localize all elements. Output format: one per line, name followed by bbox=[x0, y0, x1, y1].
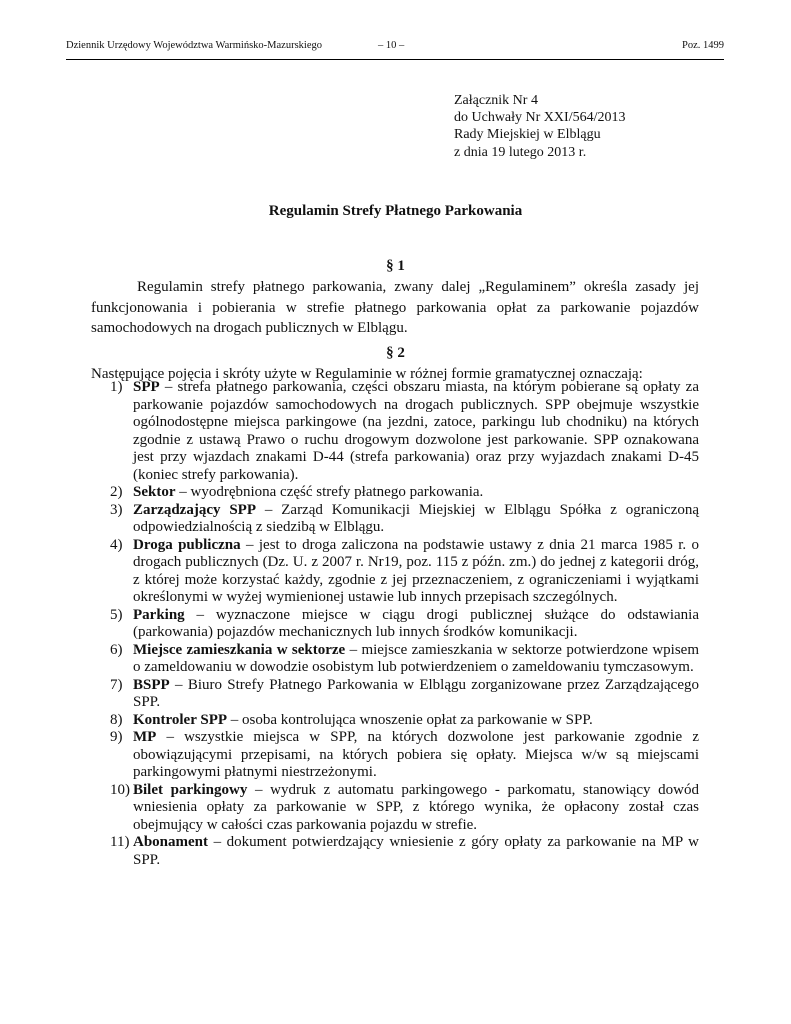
item-term: Parking bbox=[133, 606, 185, 623]
item-term: Miejsce zamieszkania w sektorze bbox=[133, 641, 346, 658]
attachment-line: Rady Miejskiej w Elblągu bbox=[454, 127, 601, 143]
item-term: SPP bbox=[133, 379, 160, 395]
item-number: 5) bbox=[110, 606, 123, 623]
item-definition: – strefa płatnego parkowania, części obszaru miasta, na którym pobierane są opłaty za parkowanie pojazdów samochodowych na drogach publicznych. SPP obejmuje wszystkie ogólnodostępne miejsca parkingowe (na jezdni, zatoce, parkingu lub chodniku) na których zgodnie z ustawą Prawo o ruchu drogowym dozwolone jest parkowanie. SPP oznakowana jest przy wjazdach znakami D-44 (strefa parkowania) oraz przy wyjazdach znakami D-45 (koniec strefy parkowania). bbox=[133, 379, 699, 483]
item-definition: – miejsce zamieszkania w sektorze potwierdzone wpisem o zameldowaniu w dowodzie osobistym lub potwierdzeniem o zameldowaniu tymczasowym. bbox=[133, 641, 699, 675]
list-item bbox=[91, 537, 699, 607]
item-number: 4) bbox=[110, 536, 123, 553]
list-item bbox=[91, 484, 699, 502]
item-term: BSPP bbox=[133, 676, 170, 693]
item-number: 11) bbox=[110, 834, 130, 850]
attachment-line: z dnia 19 lutego 2013 r. bbox=[454, 144, 587, 160]
list-item bbox=[91, 782, 699, 835]
item-term: Sektor bbox=[133, 484, 176, 500]
document-title: Regulamin Strefy Płatnego Parkowania bbox=[268, 203, 523, 219]
list-item bbox=[91, 729, 699, 782]
attachment-line: Załącznik Nr 4 bbox=[454, 93, 538, 108]
item-definition: – jest to droga zaliczona na podstawie ustawy z dnia 21 marca 1985 r. o drogach publicznych (Dz. U. z 2007 r. Nr19, poz. 115 z późn. zm.) do jednej z kategorii dróg, z której może korzystać każdy, zgodnie z jej przeznaczeniem, z ograniczeniami i wyjątkami określonymi w wyżej wymienionej ustawie lub innych przepisach szczególnych. bbox=[133, 536, 699, 605]
item-definition: – wyodrębniona część strefy płatnego parkowania. bbox=[175, 484, 484, 500]
item-number: 8) bbox=[110, 711, 123, 728]
section-2-mark: § 2 bbox=[386, 345, 405, 361]
item-number: 9) bbox=[110, 729, 123, 745]
section-2-intro: Następujące pojęcia i skróty użyte w Regulaminie w różnej formie gramatycznej oznaczają: bbox=[91, 366, 643, 382]
section-1-mark: § 1 bbox=[386, 258, 405, 274]
item-term: Kontroler SPP bbox=[133, 711, 228, 728]
item-definition: – wszystkie miejsca w SPP, na których dozwolone jest parkowanie zgodnie z obowiązującymi przepisami, na których pobiera się opłaty. Miejsca w/w są miejscami parkingowymi płatnymi niestrzeżonymi. bbox=[133, 729, 699, 780]
item-definition: – Biuro Strefy Płatnego Parkowania w Elblągu zorganizowane przez Zarządzającego SPP. bbox=[133, 676, 699, 710]
page-number: – 10 – bbox=[378, 40, 405, 51]
definitions-list bbox=[91, 379, 699, 869]
item-term: Bilet parkingowy bbox=[133, 781, 248, 798]
attachment-line: do Uchwały Nr XXI/564/2013 bbox=[454, 110, 626, 126]
item-definition: – Zarząd Komunikacji Miejskiej w Elblągu Spółka z ograniczoną odpowiedzialnością z siedzibą w Elblągu. bbox=[133, 501, 700, 535]
item-number: 7) bbox=[110, 676, 123, 693]
item-term: MP bbox=[133, 729, 157, 745]
item-term: Abonament bbox=[133, 834, 209, 850]
item-definition: – dokument potwierdzający wniesienie z góry opłaty za parkowanie na MP w SPP. bbox=[133, 834, 699, 868]
item-number: 6) bbox=[110, 641, 123, 658]
list-item bbox=[91, 502, 699, 537]
item-term: Zarządzający SPP bbox=[133, 501, 257, 518]
list-item bbox=[91, 677, 699, 712]
item-number: 1) bbox=[110, 379, 123, 395]
item-number: 3) bbox=[110, 501, 123, 518]
item-definition: – osoba kontrolująca wnoszenie opłat za parkowanie w SPP. bbox=[227, 711, 593, 728]
list-item bbox=[91, 834, 699, 869]
attachment-block bbox=[454, 92, 625, 161]
page-header bbox=[66, 40, 724, 60]
journal-name: Dziennik Urzędowy Województwa Warmińsko-Mazurskiego bbox=[66, 40, 322, 51]
item-definition: – wydruk z automatu parkingowego - parkomatu, stanowiący dowód wniesienia opłaty za parkowanie w SPP, z którego wynika, że opłacony został czas obejmujący w całości czas parkowania pojazdu w strefie. bbox=[133, 781, 699, 833]
list-item bbox=[91, 642, 699, 677]
item-definition: – wyznaczone miejsce w ciągu drogi publicznej służące do odstawiania (parkowania) pojazdów mechanicznych lub innych środków komunikacji. bbox=[133, 606, 699, 640]
list-item bbox=[91, 712, 699, 730]
item-number: 10) bbox=[110, 781, 130, 798]
position-number: Poz. 1499 bbox=[682, 40, 724, 51]
item-term: Droga publiczna bbox=[133, 536, 241, 553]
list-item bbox=[91, 379, 699, 484]
list-item bbox=[91, 607, 699, 642]
item-number: 2) bbox=[110, 484, 123, 500]
section-1-text: Regulamin strefy płatnego parkowania, zwany dalej „Regulaminem” określa zasady jej funkcjonowania i pobierania w strefie płatnego parkowania opłat za parkowanie pojazdów samochodowych na drogach publicznych w Elblągu. bbox=[91, 279, 699, 337]
